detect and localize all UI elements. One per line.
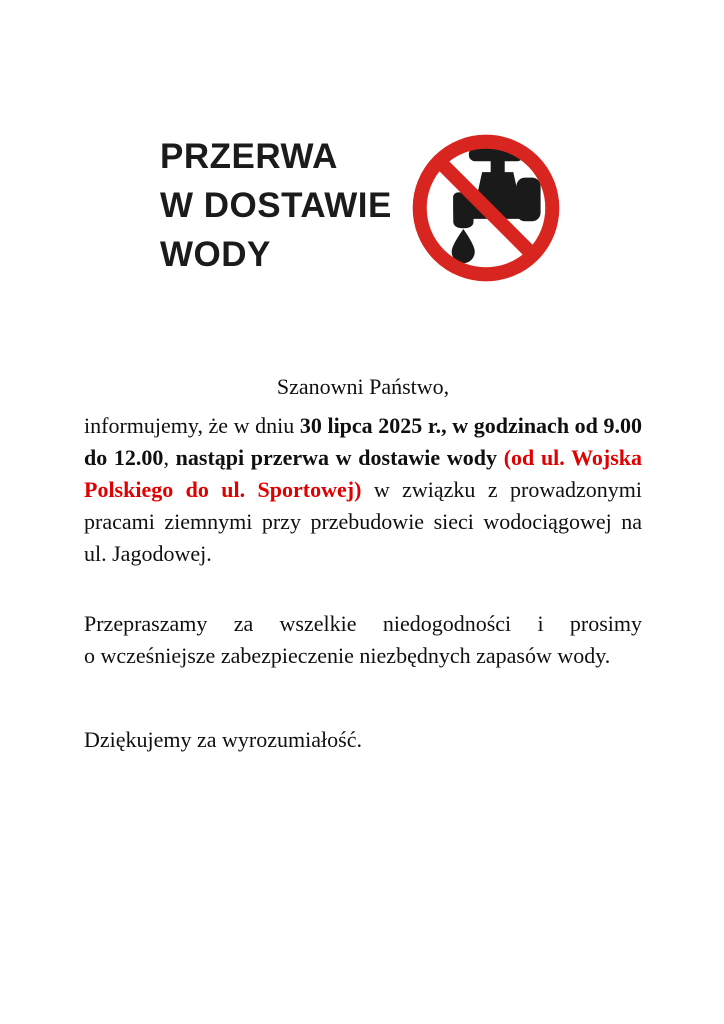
salutation: Szanowni Państwo, [276,374,450,399]
text-segment-regular: , [163,445,176,470]
no-water-tap-icon [408,130,564,286]
paragraph-apology: Przepraszamy za wszelkie niedogodności i prosimy o wcześniejsze zabezpieczenie niezbędnych zapasów wody. [84,611,642,668]
notice-title-line-1: PRZERWA [160,137,338,176]
paragraph-thanks: Dziękujemy za wyrozumiałość. [84,727,362,752]
notice-title [160,132,392,279]
notice-title-line-2: W DOSTAWIE [160,186,392,225]
text-segment-regular: informujemy, że w dniu [84,413,300,438]
text-segment-regular: w związku z prowadzonymi pracami ziemnymi przy przebudowie sieci wodociągowej na ul. Jagodowej. [84,477,642,566]
text-segment-bold: 30 lipca 2025 r., w godzinach od 9.00 do 12.00 [84,413,642,470]
text-segment-bold-red: (od ul. Wojska Polskiego do ul. Sportowej) [84,445,643,502]
text-segment-bold: nastąpi przerwa w dostawie wody [175,445,504,470]
notice-title-line-3: WODY [160,235,271,274]
notice-body [84,371,642,756]
paragraph-announcement [84,410,642,570]
